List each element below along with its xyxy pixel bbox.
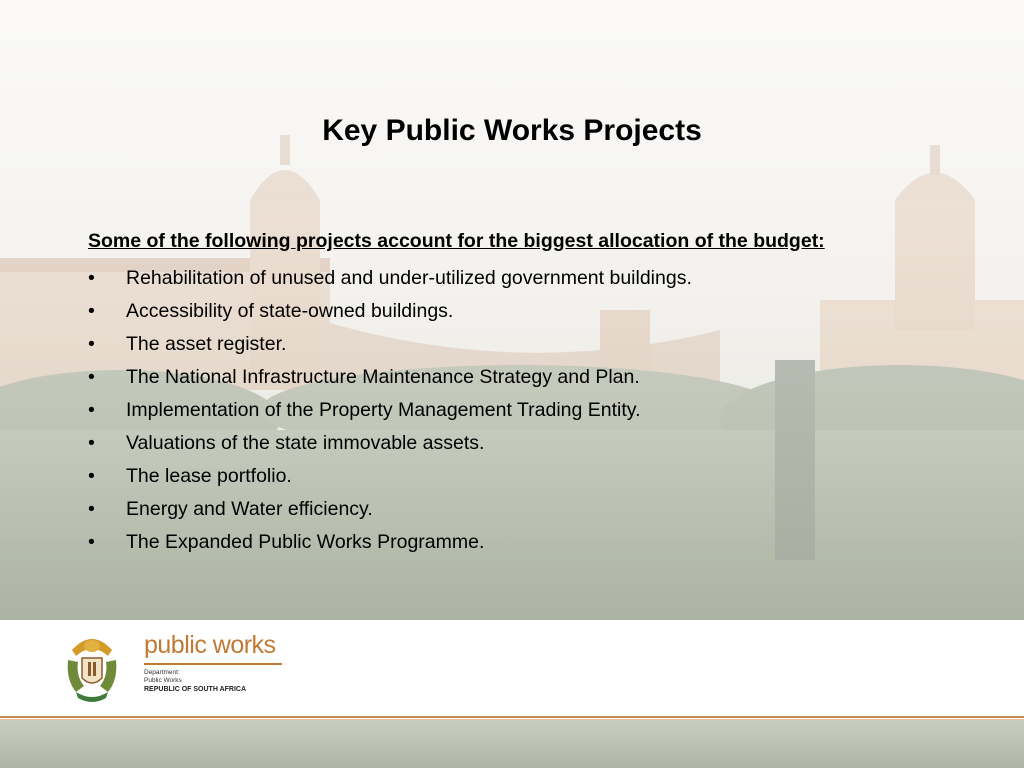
- list-item: [88, 328, 878, 361]
- footer-divider: [0, 716, 1024, 718]
- list-item: [88, 460, 878, 493]
- department-logo: [144, 630, 294, 694]
- bullet-dot: •: [88, 531, 95, 553]
- list-item: [88, 493, 878, 526]
- bullet-dot: •: [88, 300, 95, 322]
- list-item-text: Rehabilitation of unused and under-utilized government buildings.: [126, 267, 692, 289]
- bullet-dot: •: [88, 267, 95, 289]
- intro-text: Some of the following projects account for the biggest allocation of the budget:: [88, 230, 825, 252]
- list-item: [88, 394, 878, 427]
- footer-strip: [0, 720, 1024, 768]
- logo-country: REPUBLIC OF SOUTH AFRICA: [144, 686, 247, 693]
- bullet-list: [88, 262, 878, 559]
- logo-divider: [144, 663, 282, 665]
- footer: [0, 620, 1024, 768]
- list-item: [88, 526, 878, 559]
- list-item: [88, 262, 878, 295]
- list-item-text: Energy and Water efficiency.: [126, 498, 373, 520]
- logo-department-label: Department:: [144, 669, 180, 676]
- bullet-dot: •: [88, 333, 95, 355]
- logo-department-name: Public Works: [144, 677, 182, 684]
- logo-name: public works: [144, 631, 276, 659]
- list-item-text: Valuations of the state immovable assets.: [126, 432, 485, 454]
- coat-of-arms-icon: [62, 630, 122, 704]
- list-item-text: Accessibility of state-owned buildings.: [126, 300, 454, 322]
- list-item: [88, 361, 878, 394]
- list-item-text: The National Infrastructure Maintenance Strategy and Plan.: [126, 366, 640, 388]
- list-item: [88, 295, 878, 328]
- list-item-text: The lease portfolio.: [126, 465, 292, 487]
- list-item-text: The Expanded Public Works Programme.: [126, 531, 485, 553]
- slide-title: Key Public Works Projects: [322, 114, 702, 147]
- bullet-dot: •: [88, 432, 95, 454]
- bullet-dot: •: [88, 498, 95, 520]
- list-item-text: The asset register.: [126, 333, 287, 355]
- bullet-dot: •: [88, 366, 95, 388]
- bullet-dot: •: [88, 465, 95, 487]
- slide-content: [88, 228, 878, 559]
- list-item-text: Implementation of the Property Management Trading Entity.: [126, 399, 641, 421]
- bullet-dot: •: [88, 399, 95, 421]
- list-item: [88, 427, 878, 460]
